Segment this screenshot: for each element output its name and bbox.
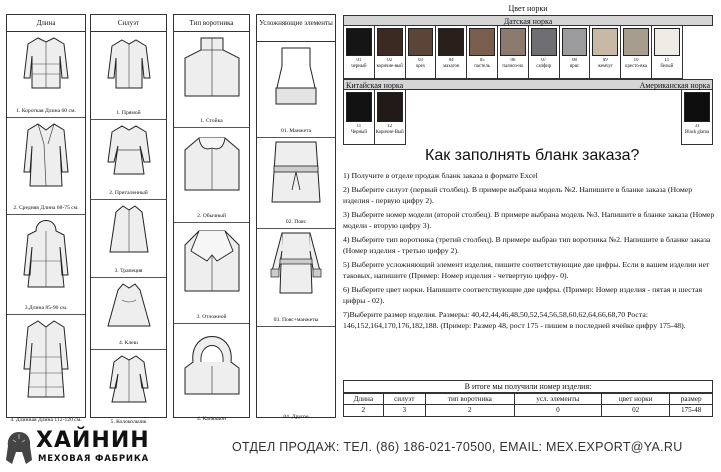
danish-swatch-06[interactable] [498,26,529,79]
cuff-icon [268,44,324,110]
collar-option-4[interactable] [174,326,249,425]
result-header-collar: тип воротника [425,394,514,405]
danish-swatch-10[interactable] [621,26,652,79]
step-1: 1) Получите в отделе продаж бланк заказа в формате Excel [343,171,538,180]
result-value-color: 02 [601,405,669,416]
length-option-4[interactable] [7,317,85,426]
swatch-name: орех [415,63,426,69]
result-value-size: 175-48 [670,405,712,416]
swatch-name: белый [660,63,674,69]
swatch-label [467,58,497,78]
silhouette-caption-2: 2. Приталенный [109,189,148,196]
danish-swatch-01[interactable] [344,26,375,79]
silhouette-caption-5: 5. Колокольчик [110,418,147,425]
elements-option-1[interactable] [257,44,335,138]
swatch-code: 31 [694,124,700,129]
step-3: 3) Выберите номер модели (второй столбец). В примере выбрана модель №3. Напишите в бланке заказа (Номер модели - вторую цифру 3). [343,210,715,230]
regular-collar-icon [179,130,245,194]
danish-mink-bar [343,15,713,26]
swatch-code: 05 [479,58,485,63]
mink-color-panel [343,0,713,146]
collar-option-1[interactable] [174,34,249,128]
silhouette-caption-1: 1. Прямой [116,109,141,116]
swatch-label [621,58,651,78]
brand-subtitle: МЕХОВАЯ ФАБРИКА [38,454,149,464]
swatch-code: 08 [572,58,577,63]
chinese-swatch-12[interactable] [375,90,406,145]
result-value-row [344,405,712,416]
fur-chip [500,28,526,56]
danish-swatch-09[interactable] [590,26,621,79]
collar-option-2[interactable] [174,130,249,223]
swatch-code: 10 [633,58,639,63]
elements-column [256,14,336,418]
swatch-name: махагон [443,63,460,69]
collar-caption-1: 1. Стойка [200,117,223,124]
howto-title: Как заполнять бланк заказа? [425,147,640,164]
swatch-name: кресто-вка [625,63,647,69]
result-header-size: размер [670,394,712,405]
fur-chip [562,28,588,56]
trapeze-silhouette-icon [104,202,154,256]
danish-mink-label: Датская норка [503,17,553,26]
silhouette-option-5[interactable] [91,352,166,428]
step-5: 5) Выберите усложняющий элемент изделия, пишите соответствующие две цифры. Если в вашем изделии нет таковых, напишите (Пример: Номер изделия - четвертую цифру- 0). [343,260,710,280]
swatch-code: 12 [387,124,393,129]
silhouette-column [90,14,167,425]
length-option-3[interactable] [7,217,85,315]
swatch-name: жемчуг [597,63,613,69]
swatch-label [529,58,559,78]
hooded-coat-icon [18,217,74,291]
swatch-label [682,124,712,144]
swatch-name: ирис [569,63,580,69]
result-value-elements: 0 [514,405,601,416]
step-6: 6) Выберите цвет норки. Напишите соответствующие две цифры. (Пример: Номер изделия - пятая и шестая цифры - 02). [343,285,703,305]
medium-coat-icon [18,120,74,190]
fur-chip [346,28,372,56]
danish-swatch-07[interactable] [529,26,560,79]
silhouette-option-3[interactable] [91,202,166,278]
swatch-label [375,58,405,78]
swatch-label [436,58,466,78]
swatch-name: коричне-вый [376,63,403,69]
swatch-label [560,58,590,78]
length-option-2[interactable] [7,120,85,215]
fur-chip [377,92,403,122]
result-header-row [344,394,712,405]
flared-silhouette-icon [104,280,154,330]
chinese-swatch-11[interactable] [344,90,375,145]
belt-cuffs-icon [266,231,326,297]
chinese-american-swatches [343,90,713,146]
silhouette-option-1[interactable] [91,34,166,120]
chinese-swatch-row [343,90,406,145]
silhouette-caption-3: 3. Трапеция [114,267,143,274]
danish-swatch-11[interactable] [652,26,683,79]
danish-swatch-08[interactable] [560,26,591,79]
fur-chip [623,28,649,56]
result-value-silhouette: 3 [383,405,425,416]
swatch-code: 02 [387,58,393,63]
swatch-code: 01 [356,58,362,63]
swatch-code: 06 [510,58,516,63]
turndown-collar-icon [179,225,245,295]
elements-option-4[interactable] [257,327,335,423]
swatch-code: 03 [418,58,423,63]
collar-caption-4: 4. Капюшон [197,415,226,422]
fur-chip [654,28,680,56]
result-header-silhouette: силуэт [383,394,425,405]
elements-caption-4: 04. Другое [283,413,309,420]
collar-column [173,14,250,422]
swatch-name: черный [351,63,367,69]
elements-caption-2: 02. Пояс [285,218,307,225]
swatch-label [406,58,436,78]
collar-column-title: Тип воротника [174,15,249,32]
swatch-label [344,124,374,144]
brand-name: ХАЙНИН [36,428,150,453]
collar-option-3[interactable] [174,225,249,324]
result-value-length: 2 [344,405,383,416]
collar-caption-2: 2. Обычный [197,212,226,219]
elements-option-3[interactable] [257,231,335,327]
swatch-name: Black glama [685,129,710,135]
mink-color-title: Цвет норки [508,4,548,13]
swatch-label [375,124,405,144]
result-value-collar: 2 [425,405,514,416]
fur-chip [469,28,495,56]
fur-chip [346,92,372,122]
fur-chip [684,92,710,122]
elements-column-title [257,15,335,42]
stand-collar-icon [179,34,245,100]
silhouette-option-4[interactable] [91,280,166,350]
swatch-label [652,58,682,78]
american-swatch-row [681,90,713,145]
danish-swatch-02[interactable] [375,26,406,79]
danish-swatch-row [343,26,713,79]
collar-caption-3: 3. Отложной [196,313,227,320]
fur-chip [438,28,464,56]
swatch-name: Коричне-Вый [375,129,404,135]
result-header-elements: усл. элементы [514,394,601,405]
swatch-code: 11 [356,124,362,129]
elements-option-2[interactable] [257,140,335,229]
result-table-box [343,380,713,417]
step-4: 4) Выберите тип воротника (третий столбец). В примере выбран тип воротника №2. Напишите в бланке заказа (Номер изделия - третью цифру 2). [343,235,711,255]
length-option-1[interactable] [7,34,85,118]
length-caption-4: 4. Длинная Длина 112-120 см. [10,416,82,423]
step-7: 7)Выберите размер изделия. Размеры: 40,42,44,46,48,50,52,54,56,58,60,62,64,66,68,70 Роста: 146,152,164,170,176,182,188. (Пример: Размер 48, рост 175 - пишем в последней ячейке цифру 175-48). [343,310,686,330]
swatch-code: 11 [664,58,670,63]
fur-chip [377,28,403,56]
result-header-length: Длина [344,394,383,405]
length-caption-1: 1. Короткая Длина 60 см. [16,107,76,114]
chinese-mink-label: Китайская норка [346,81,404,90]
result-header-color: цвет норки [601,394,669,405]
chinese-american-bar [343,79,713,90]
fur-chip [531,28,557,56]
step-2: 2) Выберите силуэт (первый столбец). В примере выбрана модель №2. Напишите в бланке заказа (Номер изделия - первую цифру 2). [343,185,693,205]
howto-steps [343,170,717,334]
elements-caption-3: 03. Пояс+манжеты [273,316,319,323]
swatch-name: Черный [350,129,367,135]
american-mink-label: Американская норка [639,81,710,90]
swatch-name: пастель [474,63,490,69]
result-title: В итоге мы получили номер изделия: [344,381,712,393]
fur-chip [592,28,618,56]
hood-collar-icon [179,326,245,396]
swatch-code: 09 [602,58,608,63]
swatch-code: 07 [541,58,547,63]
swatch-name: сапфир [536,63,552,69]
swatch-name: палиси-но [502,63,524,69]
swatch-label [590,58,620,78]
danish-swatch-03[interactable] [406,26,437,79]
long-coat-icon [18,317,74,401]
fitted-silhouette-icon [104,122,154,178]
straight-silhouette-icon [104,34,154,94]
length-caption-3: 3.Длина 85-90 см. [24,304,68,311]
silhouette-option-2[interactable] [91,122,166,200]
swatch-code: 04 [448,58,454,63]
silhouette-column-title: Силуэт [91,15,166,32]
length-column [6,14,86,423]
sales-contact: ОТДЕЛ ПРОДАЖ: ТЕЛ. (86) 186-021-70500, EMAIL: MEX.EXPORT@YA.RU [232,440,683,454]
swatch-label [344,58,374,78]
elements-column-title-text: Усложняющие элементы [259,19,333,27]
brand-logo [4,428,164,468]
swatch-label [498,58,528,78]
short-jacket-icon [18,34,74,92]
danish-swatch-05[interactable] [467,26,498,79]
belt-icon [266,140,326,204]
result-table [344,393,712,416]
danish-swatch-04[interactable] [436,26,467,79]
fur-hat-icon [4,430,34,466]
bell-silhouette-icon [104,352,154,406]
american-swatch-31[interactable] [682,90,713,145]
elements-caption-1: 01. Манжета [280,127,312,134]
length-caption-2: 2. Средняя Длина 68-75 см. [13,204,79,211]
silhouette-caption-4: 4. Клеш [119,339,138,346]
fur-chip [408,28,434,56]
length-column-title: Длина [7,15,85,32]
